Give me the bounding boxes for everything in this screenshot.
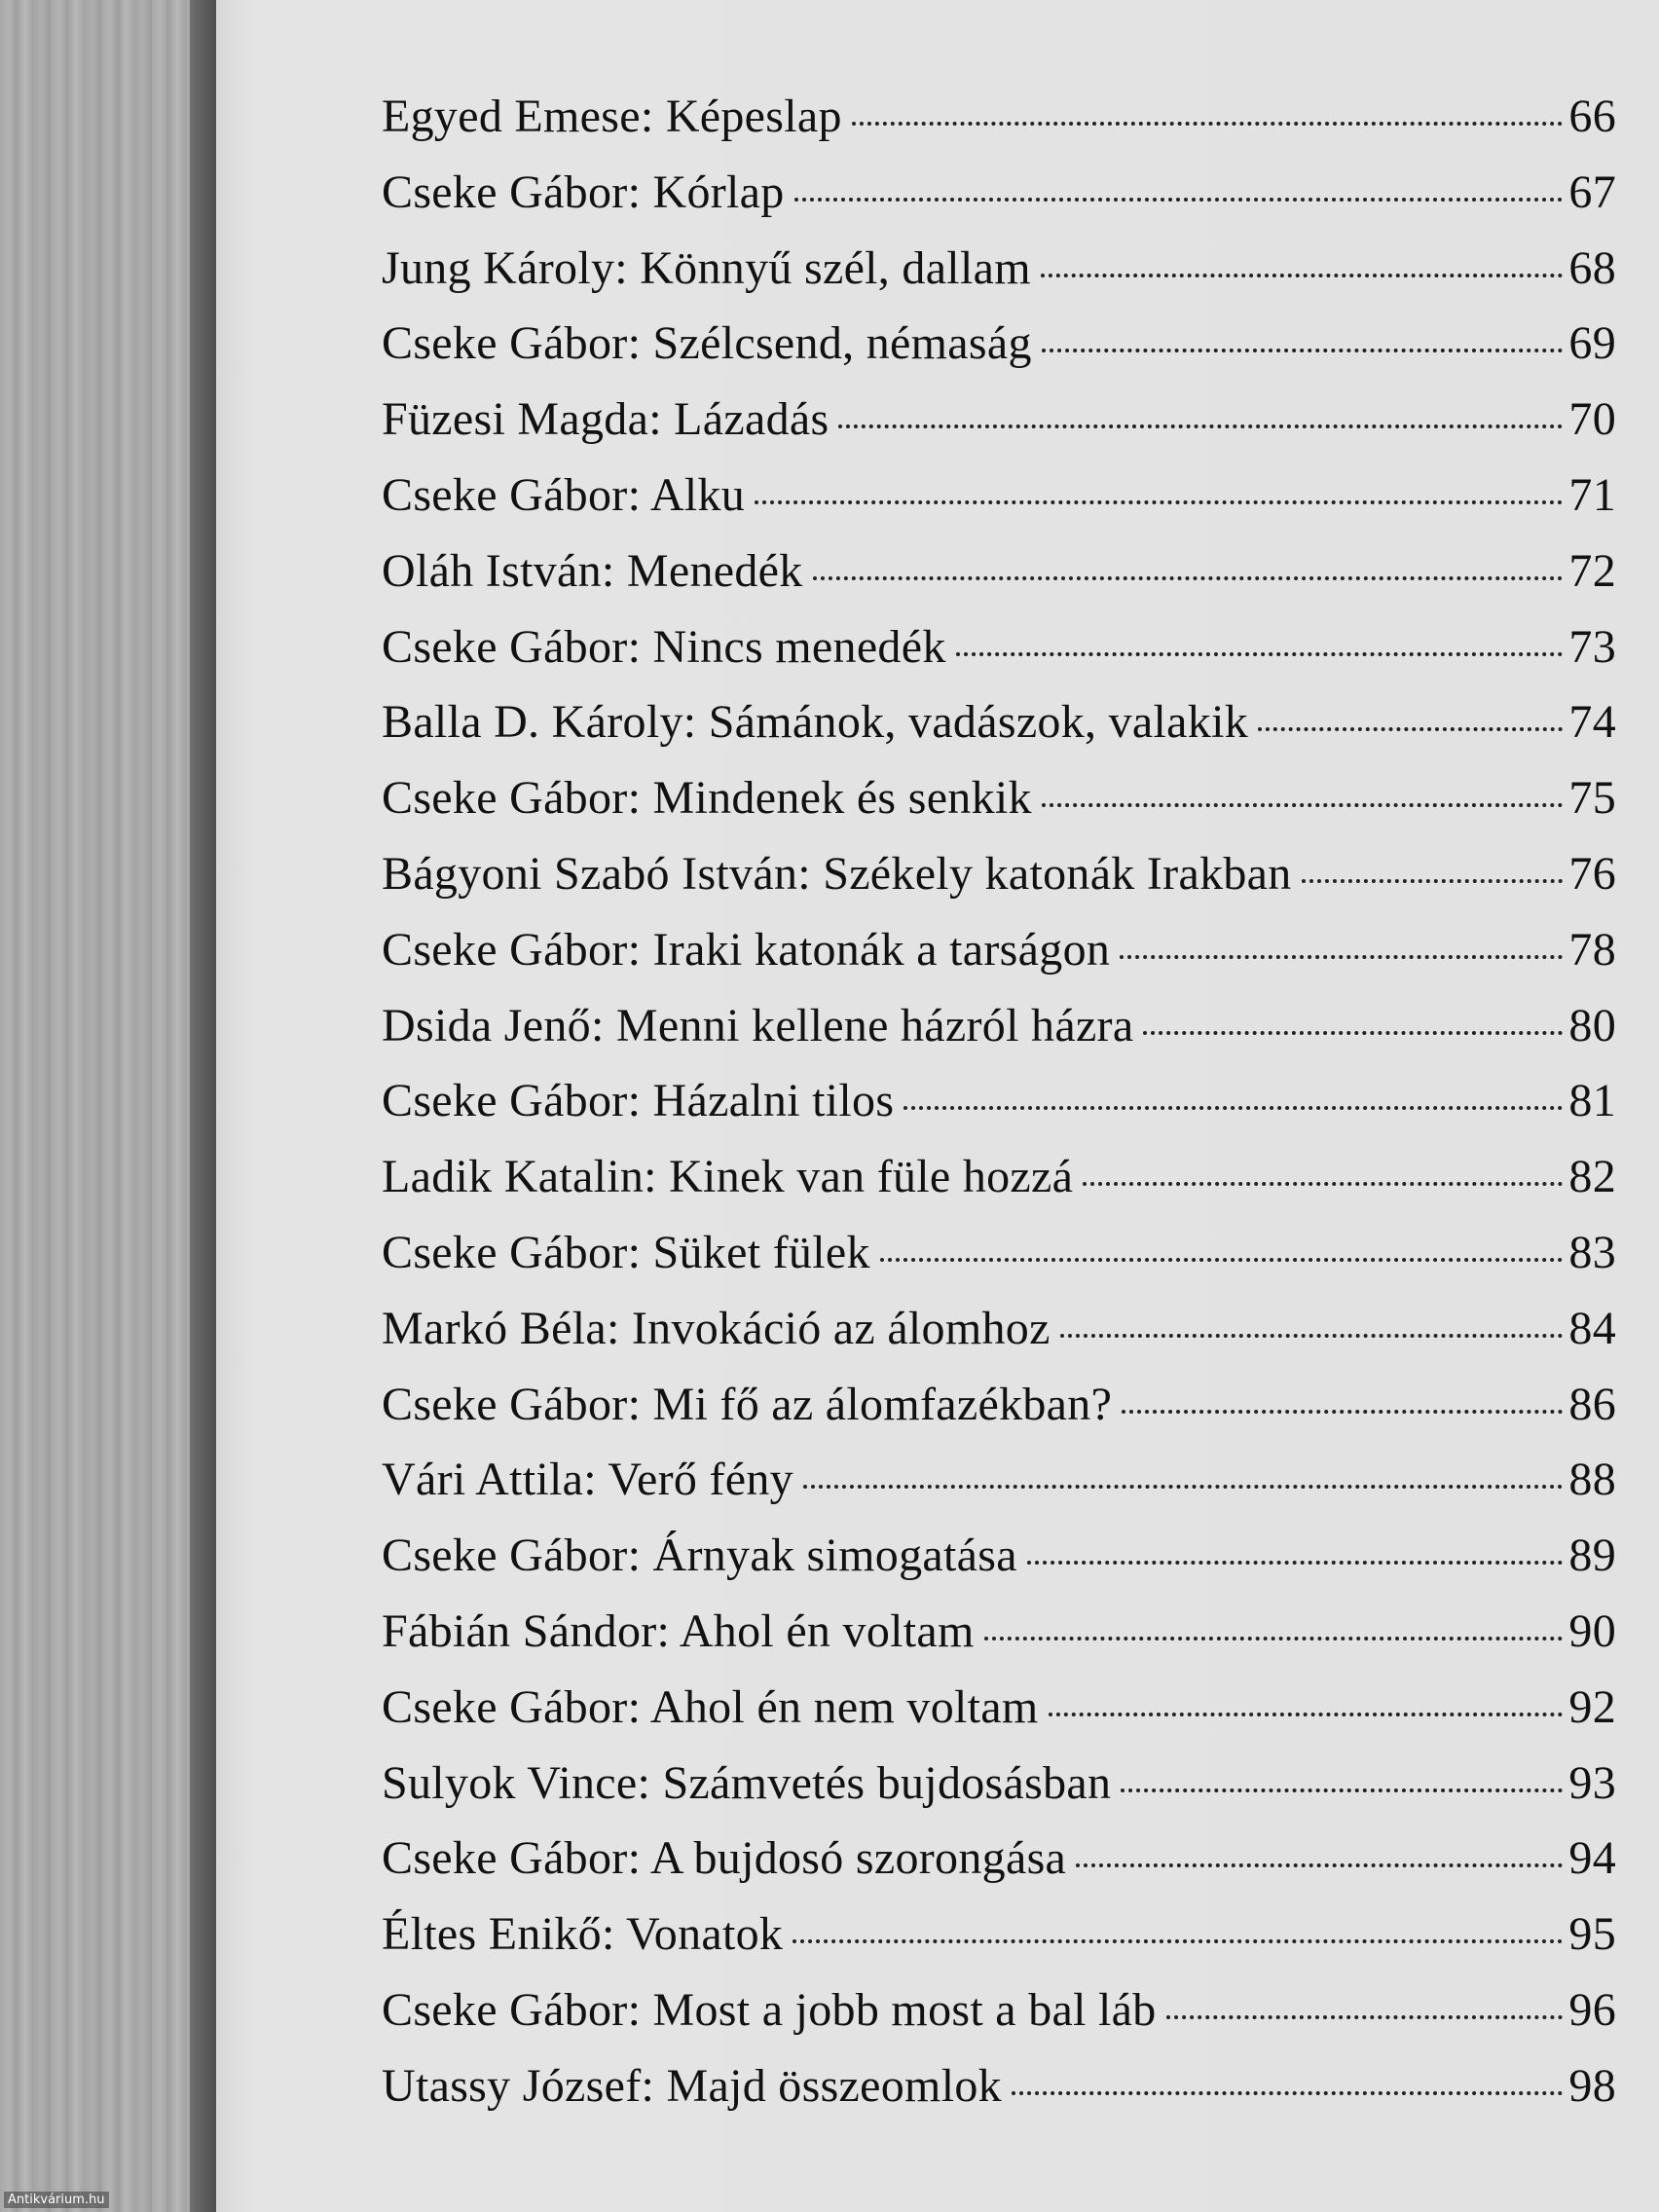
toc-entry xyxy=(382,241,1616,317)
toc-entry xyxy=(382,1756,1616,1832)
entry-separator: : xyxy=(644,1151,670,1203)
entry-author: Ladik Katalin xyxy=(382,1151,645,1203)
entry-author: Füzesi Magda xyxy=(382,393,649,446)
dot-leader xyxy=(1042,349,1564,352)
toc-entry xyxy=(382,1226,1616,1302)
entry-page-number: 70 xyxy=(1568,393,1616,446)
table-of-contents xyxy=(382,90,1616,2135)
entry-author: Cseke Gábor xyxy=(382,1983,628,2036)
entry-page-number: 73 xyxy=(1568,620,1616,673)
entry-separator: : xyxy=(640,91,666,142)
entry-separator: : xyxy=(627,1983,653,2036)
entry-author: Éltes Enikő xyxy=(382,1908,602,1961)
dot-leader xyxy=(1120,955,1563,959)
toc-entry xyxy=(382,1378,1616,1454)
book-edge-shadow xyxy=(190,0,219,2212)
entry-page-number: 69 xyxy=(1568,317,1616,370)
entry-author: Egyed Emese xyxy=(382,91,641,142)
entry-author: Cseke Gábor xyxy=(382,1075,628,1127)
dot-leader xyxy=(1012,2091,1563,2095)
toc-entry xyxy=(382,544,1616,620)
dot-leader xyxy=(1258,727,1563,731)
entry-author: Fábián Sándor xyxy=(382,1604,657,1657)
entry-page-number: 76 xyxy=(1568,847,1616,900)
entry-separator: : xyxy=(627,166,653,218)
entry-author: Cseke Gábor xyxy=(382,923,628,976)
entry-separator: : xyxy=(627,1530,653,1582)
entry-page-number: 81 xyxy=(1568,1075,1616,1127)
entry-author: Vári Attila xyxy=(382,1454,584,1506)
toc-entry xyxy=(382,1453,1616,1529)
entry-title: Sámánok, vadászok, valakik xyxy=(708,696,1249,749)
entry-page-number: 96 xyxy=(1568,1983,1616,2036)
entry-author: Cseke Gábor xyxy=(382,166,628,218)
entry-title: Árnyak simogatása xyxy=(652,1530,1017,1582)
dot-leader xyxy=(813,576,1564,580)
entry-page-number: 74 xyxy=(1568,696,1616,749)
dot-leader xyxy=(1041,274,1564,277)
entry-title: Mi fő az álomfazékban? xyxy=(652,1378,1113,1430)
entry-author: Cseke Gábor xyxy=(382,1530,628,1582)
dot-leader xyxy=(1083,1182,1563,1186)
dot-leader xyxy=(1076,1863,1563,1867)
entry-separator: : xyxy=(627,1680,650,1733)
dot-leader xyxy=(838,424,1563,428)
entry-page-number: 92 xyxy=(1568,1680,1616,1733)
entry-title: Kinek van füle hozzá xyxy=(669,1151,1074,1203)
entry-title: Kórlap xyxy=(652,166,785,218)
entry-title: Lázadás xyxy=(674,393,830,446)
wooden-surface xyxy=(0,0,200,2212)
dot-leader xyxy=(1302,879,1564,883)
entry-page-number: 86 xyxy=(1568,1378,1616,1430)
toc-entry xyxy=(382,1150,1616,1226)
toc-entry xyxy=(382,923,1616,999)
dot-leader xyxy=(1122,1410,1563,1414)
entry-separator: : xyxy=(627,1226,653,1278)
entry-page-number: 71 xyxy=(1568,468,1616,521)
entry-title: Ahol én voltam xyxy=(679,1604,975,1657)
entry-title: Invokáció az álomhoz xyxy=(631,1302,1051,1354)
entry-separator: : xyxy=(637,1756,663,1809)
entry-page-number: 83 xyxy=(1568,1226,1616,1278)
entry-title: Szélcsend, némaság xyxy=(652,317,1032,370)
entry-separator: : xyxy=(656,1604,680,1657)
entry-title: Házalni tilos xyxy=(652,1075,895,1127)
toc-entry xyxy=(382,2059,1616,2135)
dot-leader xyxy=(984,1637,1564,1641)
entry-title: Vonatok xyxy=(626,1908,784,1961)
toc-entry xyxy=(382,468,1616,544)
entry-separator: : xyxy=(606,1302,632,1354)
entry-author: Cseke Gábor xyxy=(382,317,628,370)
toc-entry xyxy=(382,1831,1616,1907)
entry-separator: : xyxy=(682,696,709,749)
toc-entry xyxy=(382,1302,1616,1378)
toc-entry xyxy=(382,166,1616,241)
entry-page-number: 93 xyxy=(1568,1756,1616,1809)
entry-page-number: 66 xyxy=(1568,91,1616,142)
entry-separator: : xyxy=(590,999,616,1051)
dot-leader xyxy=(1027,1561,1564,1565)
entry-author: Cseke Gábor xyxy=(382,772,628,825)
dot-leader xyxy=(1049,1713,1564,1716)
dot-leader xyxy=(755,500,1563,504)
entry-separator: : xyxy=(583,1454,608,1506)
toc-entry xyxy=(382,1983,1616,2059)
entry-separator: : xyxy=(601,544,627,597)
entry-title: Székely katonák Irakban xyxy=(823,847,1292,900)
dot-leader xyxy=(793,1939,1563,1943)
toc-entry xyxy=(382,620,1616,696)
entry-title: Most a jobb most a bal láb xyxy=(652,1983,1157,2036)
toc-entry xyxy=(382,1680,1616,1756)
entry-author: Markó Béla xyxy=(382,1302,607,1354)
entry-separator: : xyxy=(627,1378,653,1430)
watermark: Antikvárium.hu xyxy=(4,2192,109,2208)
entry-author: Oláh István xyxy=(382,544,602,597)
entry-title: Majd összeomlok xyxy=(666,2059,1002,2112)
entry-author: Balla D. Károly xyxy=(382,696,683,749)
dot-leader xyxy=(794,198,1564,202)
toc-entry xyxy=(382,1604,1616,1680)
entry-author: Dsida Jenő xyxy=(382,999,591,1051)
entry-page-number: 90 xyxy=(1568,1604,1616,1657)
toc-entry xyxy=(382,392,1616,468)
toc-entry xyxy=(382,1074,1616,1150)
entry-title: Verő fény xyxy=(608,1454,793,1506)
entry-page-number: 78 xyxy=(1568,923,1616,976)
entry-separator: : xyxy=(627,620,653,673)
entry-author: Cseke Gábor xyxy=(382,1832,628,1885)
entry-author: Sulyok Vince xyxy=(382,1756,638,1809)
entry-separator: : xyxy=(627,923,653,976)
entry-separator: : xyxy=(614,241,641,294)
entry-author: Cseke Gábor xyxy=(382,468,628,521)
entry-separator: : xyxy=(627,1832,650,1885)
toc-entry xyxy=(382,847,1616,923)
entry-page-number: 84 xyxy=(1568,1302,1616,1354)
entry-author: Bágyoni Szabó István xyxy=(382,847,798,900)
dot-leader xyxy=(803,1485,1563,1489)
toc-entry xyxy=(382,316,1616,392)
entry-title: Iraki katonák a tarságon xyxy=(652,923,1111,976)
entry-title: Alku xyxy=(649,468,746,521)
entry-page-number: 82 xyxy=(1568,1151,1616,1203)
dot-leader xyxy=(903,1106,1563,1110)
entry-separator: : xyxy=(627,772,653,825)
entry-title: A bujdosó szorongása xyxy=(649,1832,1067,1885)
entry-separator: : xyxy=(648,393,675,446)
entry-separator: : xyxy=(797,847,824,900)
entry-author: Cseke Gábor xyxy=(382,1680,628,1733)
entry-title: Süket fülek xyxy=(652,1226,870,1278)
entry-page-number: 89 xyxy=(1568,1530,1616,1582)
entry-page-number: 94 xyxy=(1568,1832,1616,1885)
entry-title: Számvetés bujdosásban xyxy=(662,1756,1112,1809)
entry-author: Cseke Gábor xyxy=(382,620,628,673)
entry-page-number: 67 xyxy=(1568,166,1616,218)
toc-entry xyxy=(382,695,1616,771)
toc-entry xyxy=(382,90,1616,166)
entry-title: Mindenek és senkik xyxy=(652,772,1032,825)
entry-title: Könnyű szél, dallam xyxy=(640,241,1031,294)
entry-page-number: 68 xyxy=(1568,241,1616,294)
toc-entry xyxy=(382,1907,1616,1983)
entry-page-number: 95 xyxy=(1568,1908,1616,1961)
entry-page-number: 98 xyxy=(1568,2059,1616,2112)
entry-title: Nincs menedék xyxy=(652,620,946,673)
dot-leader xyxy=(880,1258,1564,1262)
entry-author: Cseke Gábor xyxy=(382,1378,628,1430)
dot-leader xyxy=(1042,803,1564,807)
entry-title: Menni kellene házról házra xyxy=(615,999,1134,1051)
toc-entry xyxy=(382,771,1616,847)
entry-title: Ahol én nem voltam xyxy=(649,1680,1039,1733)
entry-author: Utassy József xyxy=(382,2059,642,2112)
entry-page-number: 75 xyxy=(1568,772,1616,825)
entry-title: Képeslap xyxy=(665,91,842,142)
toc-entry xyxy=(382,1529,1616,1604)
dot-leader xyxy=(1060,1334,1564,1338)
entry-separator: : xyxy=(627,1075,653,1127)
entry-separator: : xyxy=(641,2059,667,2112)
entry-author: Cseke Gábor xyxy=(382,1226,628,1278)
entry-separator: : xyxy=(627,468,650,521)
dot-leader xyxy=(1121,1788,1563,1792)
entry-page-number: 72 xyxy=(1568,544,1616,597)
dot-leader xyxy=(1166,2015,1564,2019)
entry-page-number: 88 xyxy=(1568,1454,1616,1506)
dot-leader xyxy=(852,122,1564,126)
entry-author: Jung Károly xyxy=(382,241,615,294)
toc-entry xyxy=(382,999,1616,1075)
dot-leader xyxy=(1143,1031,1563,1035)
entry-separator: : xyxy=(601,1908,627,1961)
dot-leader xyxy=(956,652,1564,656)
entry-page-number: 80 xyxy=(1568,999,1616,1051)
entry-title: Menedék xyxy=(626,544,803,597)
entry-separator: : xyxy=(627,317,653,370)
